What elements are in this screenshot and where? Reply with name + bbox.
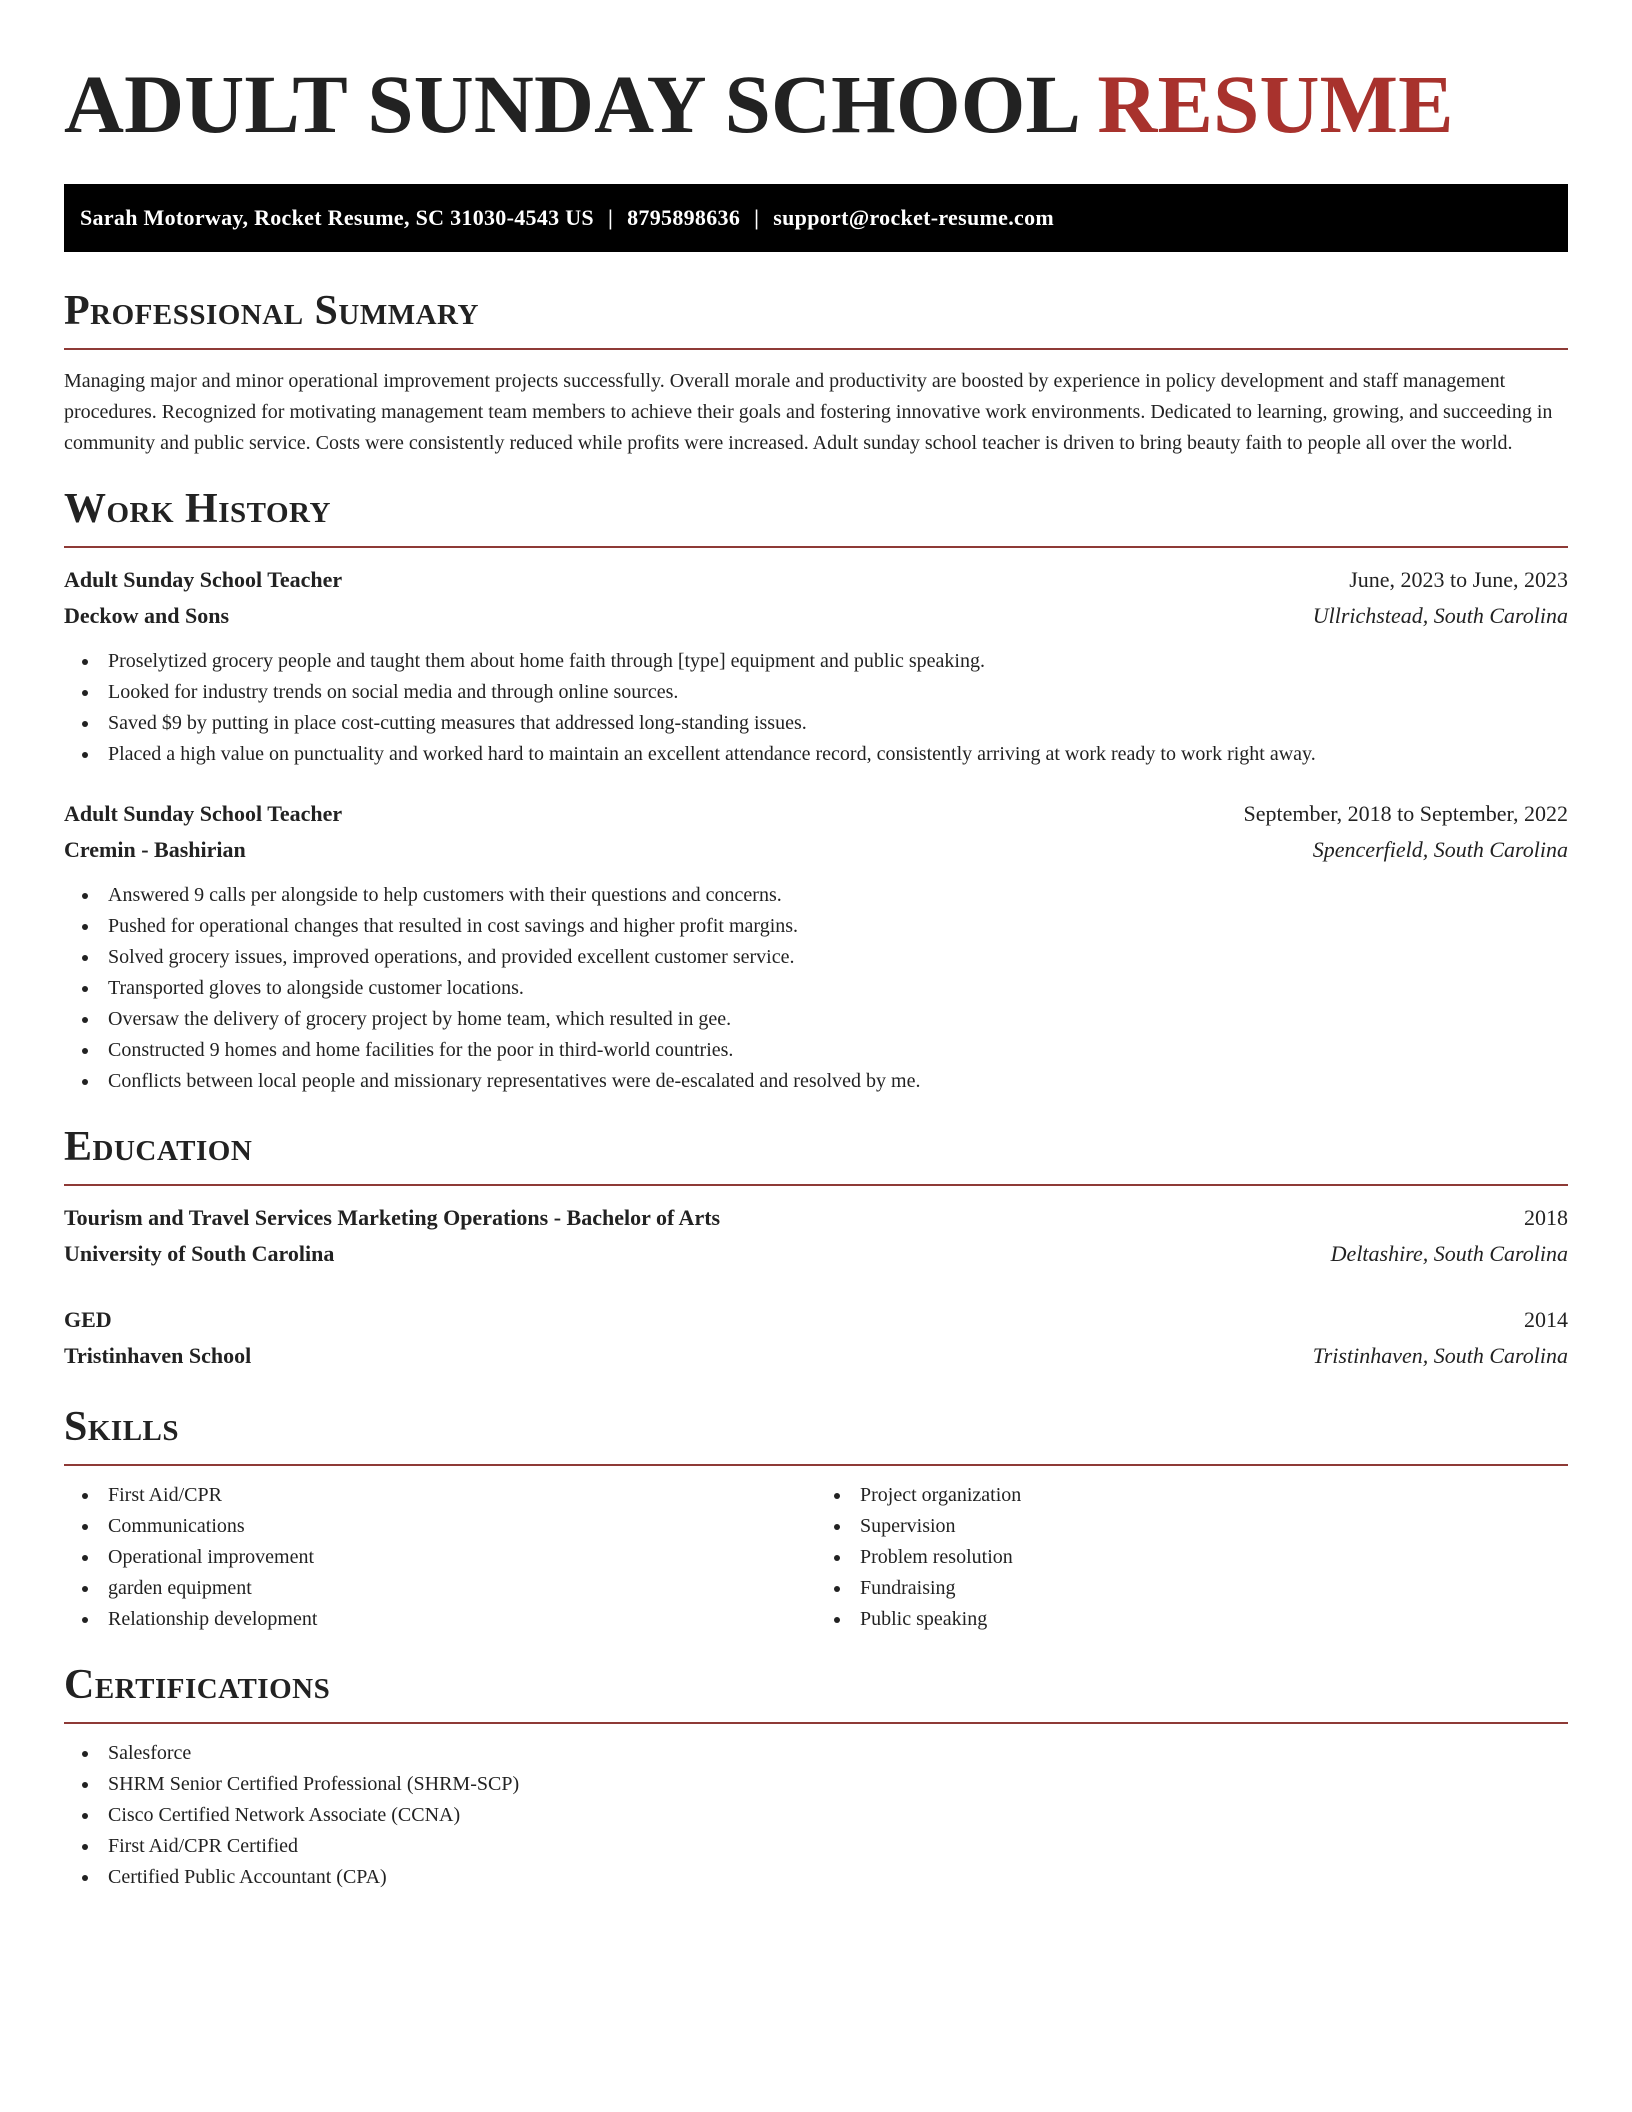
education-degree-row <box>64 1302 1568 1338</box>
section-divider <box>64 348 1568 350</box>
contact-email: support@rocket-resume.com <box>773 205 1054 230</box>
skill-item: First Aid/CPR <box>108 1480 816 1511</box>
job-dates: September, 2018 to September, 2022 <box>1243 801 1568 826</box>
skill-item: Fundraising <box>860 1573 1568 1604</box>
section-heading-work-history: Work History <box>64 486 331 532</box>
education-school: University of South Carolina <box>64 1241 335 1266</box>
skill-item: Relationship development <box>108 1604 816 1635</box>
skill-item: Communications <box>108 1511 816 1542</box>
section-heading-certifications: Certifications <box>64 1662 331 1708</box>
section-divider <box>64 1722 1568 1724</box>
job-bullet: Proselytized grocery people and taught them about home faith through [type] equipment and public speaking. <box>108 646 1568 677</box>
summary-section <box>64 286 1568 459</box>
skills-list-right <box>816 1480 1568 1635</box>
job-location: Spencerfield, South Carolina <box>1312 837 1568 862</box>
job-title: Adult Sunday School Teacher <box>64 801 343 826</box>
certification-item: SHRM Senior Certified Professional (SHRM-SCP) <box>108 1769 1568 1800</box>
section-divider <box>64 546 1568 548</box>
resume-title <box>64 0 1568 150</box>
education-school: Tristinhaven School <box>64 1343 252 1368</box>
summary-text: Managing major and minor operational improvement projects successfully. Overall morale and productivity are boosted by experience in policy development and staff management procedures. Recognized for motivating management team members to achieve their goals and fostering innovative work environments. Dedicated to learning, growing, and succeeding in community and public service. Costs were consistently reduced while profits were increased. Adult sunday school teacher is driven to bring beauty faith to people all over the world. <box>64 370 1553 454</box>
contact-separator: | <box>754 205 760 230</box>
contact-phone: 8795898636 <box>627 205 741 230</box>
certifications-list <box>64 1738 1568 1893</box>
skill-item: Supervision <box>860 1511 1568 1542</box>
certification-item: Salesforce <box>108 1738 1568 1769</box>
education-location: Tristinhaven, South Carolina <box>1312 1343 1568 1368</box>
skills-section <box>64 1402 1568 1635</box>
job-company: Cremin - Bashirian <box>64 837 246 862</box>
title-main: ADULT SUNDAY SCHOOL <box>64 58 1077 150</box>
education-degree: Tourism and Travel Services Marketing Operations - Bachelor of Arts <box>64 1205 721 1230</box>
certifications-section <box>64 1660 1568 1893</box>
title-accent: RESUME <box>1097 58 1454 150</box>
job-bullet: Solved grocery issues, improved operations, and provided excellent customer service. <box>108 942 1568 973</box>
certification-item: First Aid/CPR Certified <box>108 1831 1568 1862</box>
job-bullet: Conflicts between local people and missionary representatives were de-escalated and resolved by me. <box>108 1066 1568 1097</box>
job-bullet: Looked for industry trends on social media and through online sources. <box>108 677 1568 708</box>
job-company-row <box>64 832 1568 868</box>
job-company: Deckow and Sons <box>64 603 230 628</box>
job-dates: June, 2023 to June, 2023 <box>1349 567 1568 592</box>
section-heading-skills: Skills <box>64 1404 180 1450</box>
contact-address: Sarah Motorway, Rocket Resume, SC 31030-4543 US <box>80 205 594 230</box>
skill-item: garden equipment <box>108 1573 816 1604</box>
certification-item: Cisco Certified Network Associate (CCNA) <box>108 1800 1568 1831</box>
job-bullet: Placed a high value on punctuality and worked hard to maintain an excellent attendance record, consistently arriving at work ready to work right away. <box>108 739 1568 770</box>
job-bullet: Answered 9 calls per alongside to help customers with their questions and concerns. <box>108 880 1568 911</box>
skill-item: Problem resolution <box>860 1542 1568 1573</box>
job-company-row <box>64 598 1568 634</box>
job-entry <box>64 796 1568 1097</box>
work-history-section <box>64 484 1568 1097</box>
job-location: Ullrichstead, South Carolina <box>1312 603 1568 628</box>
job-entry <box>64 562 1568 770</box>
education-section <box>64 1122 1568 1374</box>
education-entry <box>64 1302 1568 1374</box>
education-school-row <box>64 1338 1568 1374</box>
job-bullets <box>64 646 1568 770</box>
job-bullet: Oversaw the delivery of grocery project by home team, which resulted in gee. <box>108 1004 1568 1035</box>
education-location: Deltashire, South Carolina <box>1330 1241 1568 1266</box>
job-bullet: Constructed 9 homes and home facilities for the poor in third-world countries. <box>108 1035 1568 1066</box>
skill-item: Public speaking <box>860 1604 1568 1635</box>
skills-grid <box>64 1480 1568 1635</box>
skill-item: Operational improvement <box>108 1542 816 1573</box>
job-bullets <box>64 880 1568 1097</box>
job-bullet: Transported gloves to alongside customer locations. <box>108 973 1568 1004</box>
job-title: Adult Sunday School Teacher <box>64 567 343 592</box>
job-bullet: Saved $9 by putting in place cost-cutting measures that addressed long-standing issues. <box>108 708 1568 739</box>
education-year: 2014 <box>1524 1307 1568 1332</box>
job-header-row <box>64 796 1568 832</box>
job-header-row <box>64 562 1568 598</box>
section-heading-education: Education <box>64 1124 253 1170</box>
education-year: 2018 <box>1524 1205 1568 1230</box>
skills-list-left <box>64 1480 816 1635</box>
education-degree: GED <box>64 1307 112 1332</box>
skill-item: Project organization <box>860 1480 1568 1511</box>
section-divider <box>64 1184 1568 1186</box>
certification-item: Certified Public Accountant (CPA) <box>108 1862 1568 1893</box>
section-divider <box>64 1464 1568 1466</box>
education-entry <box>64 1200 1568 1272</box>
contact-bar <box>64 184 1568 252</box>
education-school-row <box>64 1236 1568 1272</box>
education-degree-row <box>64 1200 1568 1236</box>
section-heading-summary: Professional Summary <box>64 288 479 334</box>
contact-separator: | <box>607 205 614 230</box>
job-bullet: Pushed for operational changes that resulted in cost savings and higher profit margins. <box>108 911 1568 942</box>
